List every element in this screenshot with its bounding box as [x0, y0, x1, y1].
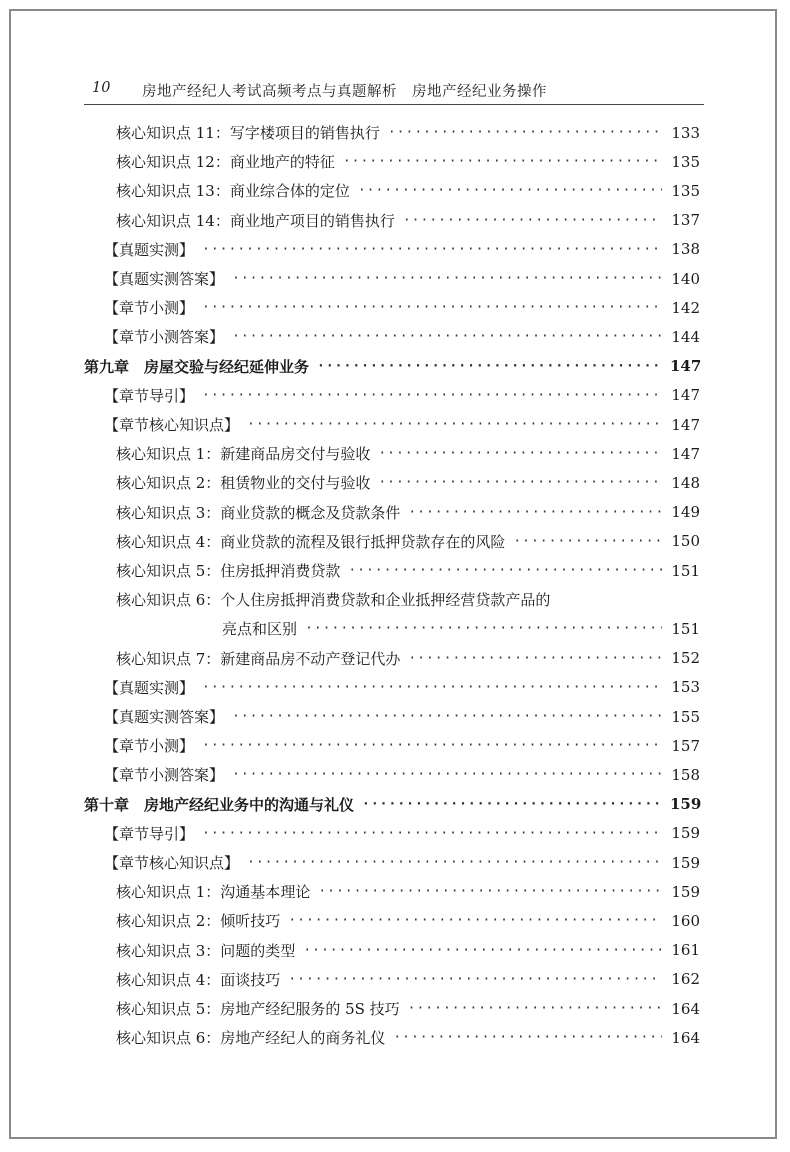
leader-dots: [408, 644, 662, 673]
toc-label: 核心知识点 14：商业地产项目的销售执行: [116, 211, 395, 230]
toc-row: [116, 936, 700, 965]
toc-row: [222, 614, 700, 643]
leader-dots: [408, 498, 662, 527]
toc-row: [116, 439, 700, 468]
toc-row: [116, 498, 700, 527]
toc-page-number: 159: [671, 882, 700, 901]
toc-page-number: 162: [671, 970, 700, 989]
toc-page-number: 135: [671, 152, 700, 171]
toc-label: 核心知识点 6：个人住房抵押消费贷款和企业抵押经营贷款产品的: [116, 591, 551, 610]
toc-label: 第十章 房地产经纪业务中的沟通与礼仪: [84, 795, 355, 814]
toc-label: 核心知识点 4：面谈技巧: [116, 970, 281, 989]
toc-label: 【章节导引】: [104, 386, 195, 405]
toc-row: [104, 264, 700, 293]
toc-page-number: 147: [671, 415, 700, 434]
leader-dots: [348, 556, 662, 585]
leader-dots: [202, 819, 662, 848]
toc-row: [116, 1023, 700, 1052]
toc-page-number: 159: [670, 795, 702, 814]
toc-page-number: 161: [671, 941, 700, 960]
toc-label: 核心知识点 7：新建商品房不动产登记代办: [116, 649, 401, 668]
toc-label: 核心知识点 3：问题的类型: [116, 941, 296, 960]
toc-row: [104, 410, 700, 439]
toc-row: [104, 673, 700, 702]
toc-row: [116, 965, 700, 994]
leader-dots: [232, 760, 662, 789]
toc-label: 核心知识点 12：商业地产的特征: [116, 153, 335, 172]
toc-label: 核心知识点 4：商业贷款的流程及银行抵押贷款存在的风险: [116, 532, 506, 551]
toc-row: [104, 293, 700, 322]
toc-label: 【章节导引】: [104, 824, 195, 843]
leader-dots: [378, 468, 662, 497]
toc-page-number: 135: [671, 181, 700, 200]
toc-row: [116, 877, 700, 906]
leader-dots: [202, 235, 662, 264]
toc-page-number: 158: [671, 765, 700, 784]
leader-dots: [288, 965, 662, 994]
toc-row: [104, 731, 700, 760]
toc-label: 核心知识点 11：写字楼项目的销售执行: [116, 124, 380, 142]
toc-row: [116, 176, 700, 205]
toc-label: 核心知识点 3：商业贷款的概念及贷款条件: [116, 503, 401, 522]
toc-row: [104, 819, 700, 848]
toc-row: [116, 468, 700, 497]
leader-dots: [318, 877, 662, 906]
toc-page-number: 152: [671, 649, 700, 668]
leader-dots: [232, 322, 662, 351]
leader-dots: [232, 264, 662, 293]
toc-page-number: 164: [671, 1028, 700, 1047]
toc-page-number: 155: [671, 707, 700, 726]
toc-chapter-row: [84, 790, 700, 819]
leader-dots: [305, 614, 662, 643]
toc-label: 核心知识点 1：新建商品房交付与验收: [116, 445, 371, 464]
leader-dots: [388, 118, 662, 147]
toc-label: 核心知识点 13：商业综合体的定位: [116, 182, 350, 201]
leader-dots: [247, 848, 662, 877]
toc-label: 核心知识点 6：房地产经纪人的商务礼仪: [116, 1029, 386, 1048]
toc-label: 亮点和区别: [222, 620, 298, 639]
toc-row: [104, 381, 700, 410]
leader-dots: [358, 176, 662, 205]
toc-page-number: 144: [671, 327, 700, 346]
leader-dots: [202, 293, 662, 322]
toc-page-number: 153: [671, 678, 700, 697]
toc-page-number: 164: [671, 999, 700, 1018]
toc-label: 核心知识点 2：倾听技巧: [116, 912, 281, 931]
toc-row: [104, 235, 700, 264]
leader-dots: [303, 936, 662, 965]
toc-row: [116, 118, 700, 147]
toc-row: [116, 906, 700, 935]
toc-page-number: 159: [671, 824, 700, 843]
toc-label: 【章节小测答案】: [104, 766, 225, 785]
toc-page-number: 151: [671, 561, 700, 580]
toc-row: [104, 848, 700, 877]
toc-page-number: 150: [671, 532, 700, 551]
toc-page-number: 149: [671, 503, 700, 522]
toc-label: 【真题实测】: [104, 678, 195, 697]
toc-page-number: 157: [671, 736, 700, 755]
toc-page-number: 142: [671, 298, 700, 317]
toc-page-number: 148: [671, 473, 700, 492]
toc-row: [104, 760, 700, 789]
toc-label: 【真题实测】: [104, 240, 195, 259]
toc-row: [116, 147, 700, 176]
toc-page-number: 147: [671, 444, 700, 463]
toc-label: 【真题实测答案】: [104, 270, 225, 288]
toc-page-number: 140: [671, 269, 700, 288]
leader-dots: [378, 439, 662, 468]
toc-page-number: 137: [671, 211, 700, 230]
toc-label: 【章节核心知识点】: [104, 854, 240, 872]
leader-dots: [343, 147, 662, 176]
leader-dots: [202, 381, 662, 410]
leader-dots: [408, 994, 662, 1023]
toc-row: [116, 994, 700, 1023]
toc-row: [116, 527, 700, 556]
toc-label: 核心知识点 1：沟通基本理论: [116, 883, 311, 902]
toc-page-number: 147: [671, 386, 700, 405]
leader-dots: [202, 673, 662, 702]
leader-dots: [288, 906, 662, 935]
leader-dots: [393, 1023, 662, 1052]
leader-dots: [232, 702, 662, 731]
toc-page-number: 138: [671, 240, 700, 259]
leader-dots: [202, 731, 662, 760]
toc-label: 核心知识点 5：住房抵押消费贷款: [116, 562, 341, 580]
toc-label: 第九章 房屋交验与经纪延伸业务: [84, 357, 310, 376]
toc-page-number: 147: [670, 357, 702, 376]
toc-page-number: 160: [671, 911, 700, 930]
page-number: 10: [92, 80, 111, 96]
toc-label: 【章节小测答案】: [104, 328, 225, 347]
leader-dots: [247, 410, 662, 439]
running-header: [84, 78, 704, 105]
toc-chapter-row: [84, 352, 700, 381]
toc-page-number: 159: [671, 853, 700, 872]
leader-dots: [362, 790, 662, 819]
toc-label: 核心知识点 5：房地产经纪服务的 5S 技巧: [116, 1000, 400, 1018]
toc-row: [104, 322, 700, 351]
toc-label: 【章节小测】: [104, 737, 195, 756]
toc-page-number: 151: [671, 619, 700, 638]
leader-dots: [513, 527, 662, 556]
toc-label: 【真题实测答案】: [104, 708, 225, 726]
toc-label: 【章节小测】: [104, 299, 195, 318]
toc-row: [104, 702, 700, 731]
toc-label: 核心知识点 2：租赁物业的交付与验收: [116, 474, 371, 493]
running-title: 房地产经纪人考试高频考点与真题解析 房地产经纪业务操作: [142, 84, 547, 100]
toc-row: [116, 206, 700, 235]
toc-row: [116, 644, 700, 673]
toc-label: 【章节核心知识点】: [104, 416, 240, 434]
leader-dots: [317, 352, 662, 381]
toc-row: [116, 585, 700, 614]
leader-dots: [403, 206, 662, 235]
toc-row: [116, 556, 700, 585]
toc-page-number: 133: [671, 123, 700, 142]
